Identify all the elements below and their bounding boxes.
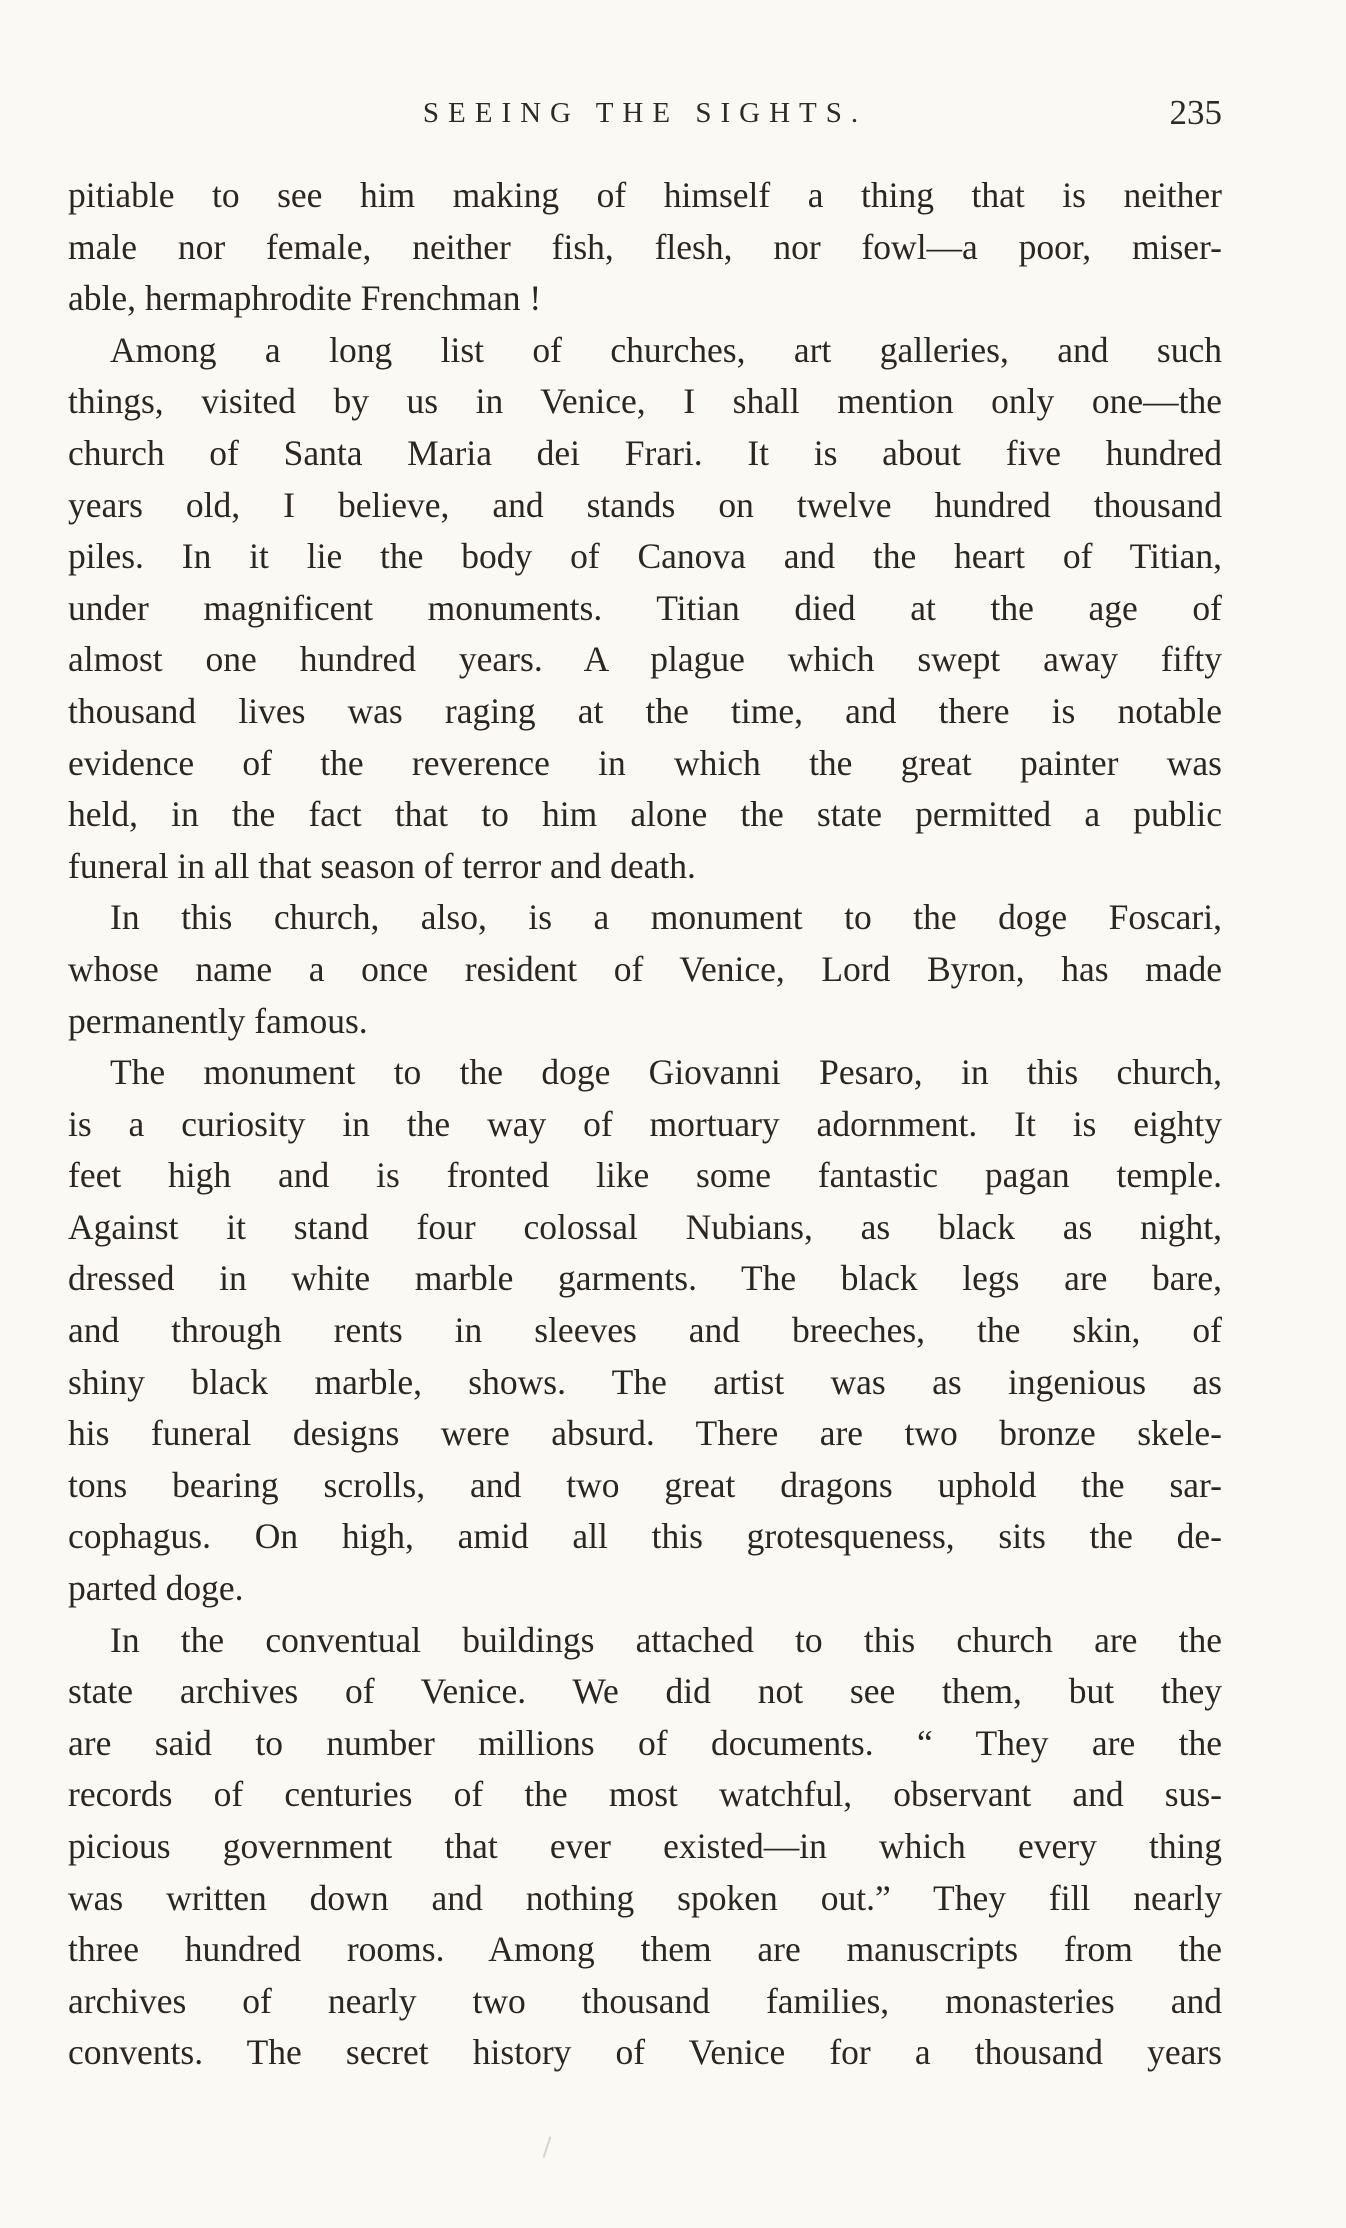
- text-line: funeral in all that season of terror and death.: [68, 845, 696, 886]
- text-line: things, visited by us in Venice, I shall mention only one—the: [68, 381, 1222, 422]
- text-line: cophagus. On high, amid all this grotesqueness, sits the de-: [68, 1516, 1222, 1557]
- text-line: shiny black marble, shows. The artist was as ingenious as: [68, 1361, 1222, 1402]
- text-line: almost one hundred years. A plague which swept away fifty: [68, 639, 1222, 680]
- text-line: are said to number millions of documents. “ They are the: [68, 1722, 1222, 1763]
- text-line: tons bearing scrolls, and two great dragons uphold the sar-: [68, 1464, 1222, 1505]
- stray-ink-mark: [543, 2136, 552, 2158]
- text-line: parted doge.: [68, 1568, 244, 1609]
- text-line: held, in the fact that to him alone the state permitted a public: [68, 794, 1222, 835]
- text-line: feet high and is fronted like some fantastic pagan temple.: [68, 1155, 1222, 1196]
- text-line: three hundred rooms. Among them are manuscripts from the: [68, 1929, 1222, 1970]
- text-line: male nor female, neither fish, flesh, nor fowl—a poor, miser-: [68, 226, 1222, 267]
- text-line: piles. In it lie the body of Canova and the heart of Titian,: [68, 536, 1222, 577]
- text-line: permanently famous.: [68, 1000, 368, 1041]
- text-line: The monument to the doge Giovanni Pesaro, in this church,: [110, 1052, 1222, 1093]
- page-header: [68, 88, 1222, 138]
- text-line: whose name a once resident of Venice, Lord Byron, has made: [68, 948, 1222, 989]
- text-line: under magnificent monuments. Titian died at the age of: [68, 587, 1222, 628]
- text-line: state archives of Venice. We did not see them, but they: [68, 1671, 1222, 1712]
- text-line: In this church, also, is a monument to the doge Foscari,: [110, 897, 1222, 938]
- body-text: [68, 170, 1222, 2079]
- text-line: archives of nearly two thousand families, monasteries and: [68, 1980, 1222, 2021]
- text-line: pitiable to see him making of himself a thing that is neither: [68, 175, 1222, 215]
- text-line: picious government that ever existed—in which every thing: [68, 1826, 1222, 1866]
- text-line: is a curiosity in the way of mortuary adornment. It is eighty: [68, 1103, 1222, 1144]
- text-line: records of centuries of the most watchful, observant and sus-: [68, 1774, 1222, 1815]
- text-line: convents. The secret history of Venice for a thousand years: [68, 2032, 1222, 2073]
- text-line: and through rents in sleeves and breeches, the skin, of: [68, 1310, 1222, 1351]
- text-line: able, hermaphrodite Frenchman !: [68, 278, 542, 319]
- text-line: Among a long list of churches, art galleries, and such: [110, 329, 1222, 370]
- text-line: his funeral designs were absurd. There are two bronze skele-: [68, 1413, 1222, 1454]
- running-title: SEEING THE SIGHTS.: [422, 97, 868, 129]
- text-line: was written down and nothing spoken out.” They fill nearly: [68, 1877, 1222, 1918]
- text-line: thousand lives was raging at the time, and there is notable: [68, 690, 1222, 731]
- text-line: dressed in white marble garments. The black legs are bare,: [68, 1258, 1222, 1299]
- text-line: years old, I believe, and stands on twelve hundred thousand: [68, 484, 1222, 525]
- text-line: evidence of the reverence in which the great painter was: [68, 742, 1222, 783]
- text-line: church of Santa Maria dei Frari. It is about five hundred: [68, 432, 1222, 473]
- text-line: Against it stand four colossal Nubians, as black as night,: [68, 1206, 1222, 1247]
- page-number: 235: [1169, 93, 1222, 132]
- text-line: In the conventual buildings attached to this church are the: [110, 1619, 1222, 1660]
